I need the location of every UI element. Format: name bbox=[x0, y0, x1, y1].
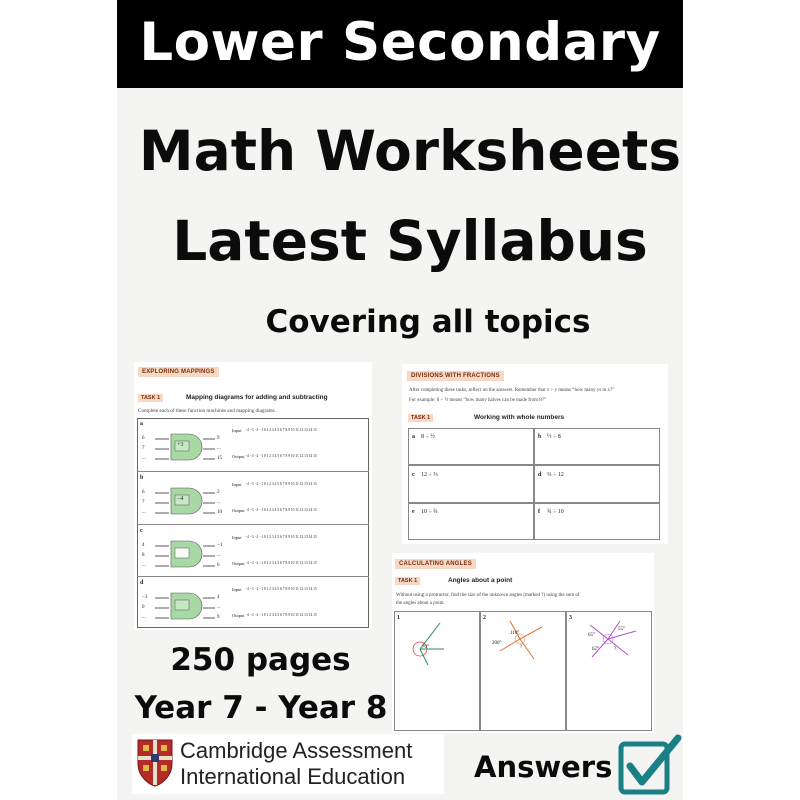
angle-label: 62° bbox=[592, 647, 599, 652]
worksheet-title: DIVISIONS WITH FRACTIONS bbox=[407, 371, 504, 381]
angle-label: 65° bbox=[588, 633, 595, 638]
input-label: Input bbox=[232, 428, 242, 433]
input-value: 4 bbox=[142, 543, 145, 548]
input-scale: −4 −3 −2 −1 0 1 2 3 4 5 6 7 8 9 10 11 12 13 14 15 bbox=[245, 482, 317, 486]
page-count: 250 pages bbox=[170, 642, 351, 678]
output-label: Output bbox=[232, 508, 245, 513]
task-badge: TASK 1 bbox=[138, 394, 163, 402]
mapping-row-a bbox=[137, 418, 369, 471]
task-title: Angles about a point bbox=[448, 577, 513, 584]
machine-operation: −4 bbox=[177, 496, 184, 502]
year-range: Year 7 - Year 8 bbox=[134, 690, 388, 726]
function-machine-icon bbox=[145, 482, 227, 520]
input-value: ... bbox=[142, 510, 146, 515]
angle-label: 70° bbox=[422, 645, 429, 650]
output-value: 10 bbox=[217, 510, 222, 515]
cambridge-shield-icon bbox=[136, 738, 174, 788]
angle-label: 55° bbox=[618, 627, 625, 632]
task-instruction: Complete each of these function machines and mapping diagrams. bbox=[138, 408, 276, 414]
output-scale: −4 −3 −2 −1 0 1 2 3 4 5 6 7 8 9 10 11 12 13 14 15 bbox=[245, 454, 317, 458]
worksheet-title: EXPLORING MAPPINGS bbox=[138, 367, 219, 377]
top-banner bbox=[117, 0, 683, 88]
mapping-row-b bbox=[137, 471, 369, 524]
angle-label: ? bbox=[520, 645, 523, 650]
cell-label: c bbox=[412, 472, 415, 478]
output-scale: −4 −3 −2 −1 0 1 2 3 4 5 6 7 8 9 10 11 12 13 14 15 bbox=[245, 561, 317, 565]
row-label: d bbox=[140, 580, 144, 586]
output-value: 9 bbox=[217, 436, 220, 441]
input-value: 0 bbox=[142, 605, 145, 610]
input-scale: −4 −3 −2 −1 0 1 2 3 4 5 6 7 8 9 10 11 12 13 14 15 bbox=[245, 587, 317, 591]
task-title: Working with whole numbers bbox=[474, 414, 565, 421]
angle-diagram-1-icon bbox=[398, 619, 468, 669]
output-value: 2 bbox=[217, 490, 220, 495]
input-label: Input bbox=[232, 482, 242, 487]
cell-expression: ⅔ ÷ 12 bbox=[547, 472, 564, 478]
output-value: ... bbox=[217, 605, 221, 610]
output-label: Output bbox=[232, 561, 245, 566]
panel-label: 2 bbox=[483, 615, 486, 621]
output-value: ... bbox=[217, 553, 221, 558]
input-value: 7 bbox=[142, 446, 145, 451]
cell-label: e bbox=[412, 509, 415, 515]
function-machine-icon bbox=[145, 587, 227, 625]
worksheet-title: CALCULATING ANGLES bbox=[395, 559, 476, 569]
machine-operation: +3 bbox=[177, 442, 184, 448]
worksheet-mappings bbox=[134, 362, 372, 630]
input-scale: −4 −3 −2 −1 0 1 2 3 4 5 6 7 8 9 10 11 12 13 14 15 bbox=[245, 535, 317, 539]
task-badge: TASK 1 bbox=[395, 577, 420, 585]
input-value: ... bbox=[142, 563, 146, 568]
cell-expression: ½ ÷ 8 bbox=[547, 434, 561, 440]
input-scale: −4 −3 −2 −1 0 1 2 3 4 5 6 7 8 9 10 11 12 13 14 15 bbox=[245, 428, 317, 432]
input-value: 7 bbox=[142, 500, 145, 505]
output-scale: −4 −3 −2 −1 0 1 2 3 4 5 6 7 8 9 10 11 12 13 14 15 bbox=[245, 613, 317, 617]
cell-label: b bbox=[538, 434, 542, 440]
cambridge-logo bbox=[132, 734, 444, 794]
instruction-line-2: the angles about a point. bbox=[396, 601, 445, 606]
output-value: ... bbox=[217, 500, 221, 505]
output-scale: −4 −3 −2 −1 0 1 2 3 4 5 6 7 8 9 10 11 12 13 14 15 bbox=[245, 508, 317, 512]
worksheet-fractions bbox=[402, 364, 668, 544]
logo-line-1: Cambridge Assessment bbox=[180, 738, 413, 763]
task-badge: TASK 1 bbox=[408, 414, 433, 422]
row-label: a bbox=[140, 421, 143, 427]
input-value: 6 bbox=[142, 490, 145, 495]
logo-line-2: International Education bbox=[180, 764, 406, 789]
row-label: b bbox=[140, 475, 144, 481]
mapping-row-c bbox=[137, 524, 369, 576]
output-value: −1 bbox=[217, 543, 223, 548]
angle-label: 110° bbox=[510, 631, 520, 636]
headline-line-2: Latest Syllabus bbox=[172, 209, 648, 273]
row-label: c bbox=[140, 528, 143, 534]
instruction-line-1: Without using a protractor, find the size of the unknown angles (marked ?) using the sum of bbox=[396, 593, 580, 598]
input-value: ... bbox=[142, 456, 146, 461]
banner-title: Lower Secondary bbox=[139, 12, 661, 73]
output-value: 4 bbox=[217, 595, 220, 600]
headline-line-1: Math Worksheets bbox=[138, 119, 682, 183]
intro-line-1: After completing these tasks, reflect on the answers. Remember that x ÷ y means “how many ys in x?” bbox=[409, 388, 615, 393]
cell-expression: 12 ÷ ⅔ bbox=[421, 472, 438, 478]
cell-expression: 8 ÷ ½ bbox=[421, 434, 435, 440]
function-machine-icon bbox=[145, 535, 227, 573]
output-value: 9 bbox=[217, 615, 220, 620]
headline-subtitle: Covering all topics bbox=[265, 304, 591, 340]
angle-label: ? bbox=[614, 647, 617, 652]
function-machine-icon bbox=[145, 428, 227, 466]
input-value: ... bbox=[142, 615, 146, 620]
input-value: −3 bbox=[142, 595, 148, 600]
input-label: Input bbox=[232, 535, 242, 540]
angle-diagram-3-icon bbox=[572, 617, 648, 667]
worksheet-angles bbox=[392, 553, 654, 733]
input-value: 8 bbox=[142, 553, 145, 558]
answers-label: Answers bbox=[474, 750, 613, 784]
task-title: Mapping diagrams for adding and subtracting bbox=[186, 394, 328, 401]
panel-label: 1 bbox=[397, 615, 400, 621]
grid-cell bbox=[408, 465, 534, 503]
mapping-row-d bbox=[137, 576, 369, 628]
cell-label: f bbox=[538, 509, 540, 515]
output-value: 15 bbox=[217, 456, 222, 461]
intro-line-2: For example: 8 ÷ ½ means “how many halves can be made from 8?” bbox=[409, 398, 547, 403]
grid-cell bbox=[534, 465, 660, 503]
output-label: Output bbox=[232, 454, 245, 459]
output-label: Output bbox=[232, 613, 245, 618]
cell-label: d bbox=[538, 472, 542, 478]
input-label: Input bbox=[232, 587, 242, 592]
cell-expression: ¾ ÷ 10 bbox=[547, 509, 564, 515]
input-value: 6 bbox=[142, 436, 145, 441]
cell-label: a bbox=[412, 434, 415, 440]
angle-label: 200° bbox=[492, 641, 502, 646]
output-value: 6 bbox=[217, 563, 220, 568]
panel-label: 3 bbox=[569, 615, 572, 621]
checkbox-tick-icon bbox=[618, 734, 684, 796]
output-value: ... bbox=[217, 446, 221, 451]
cell-expression: 10 ÷ ¾ bbox=[421, 509, 438, 515]
